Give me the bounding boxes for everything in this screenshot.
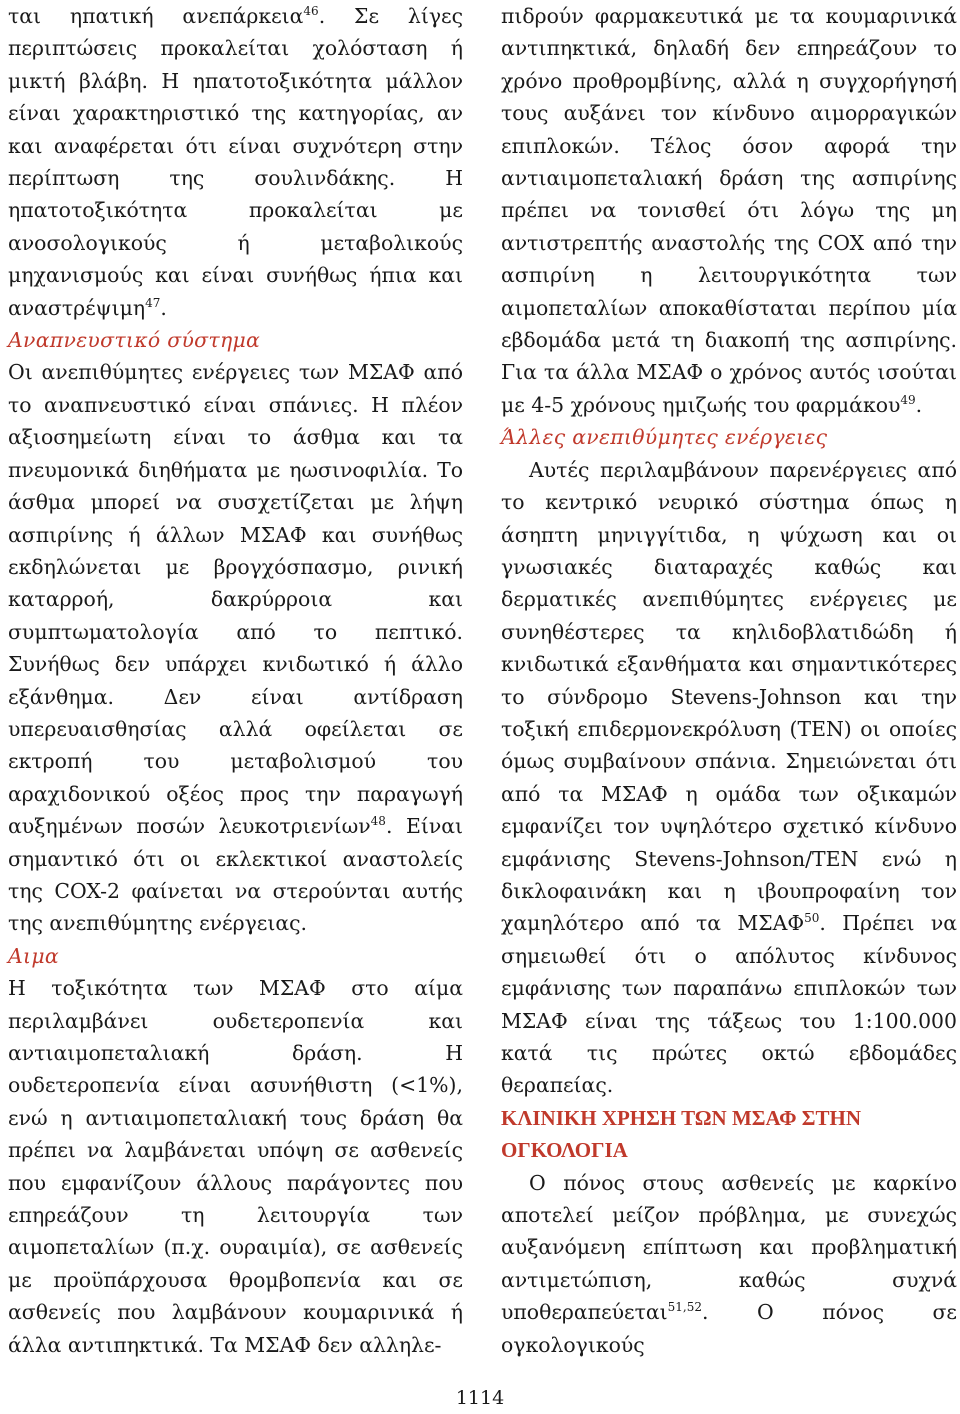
page-number: 1114 <box>455 1387 505 1409</box>
citation-ref: 50 <box>804 911 820 926</box>
section-heading-clinical-use: ΚΛΙΝΙΚΗ ΧΡΗΣΗ ΤΩΝ ΜΣΑΦ ΣΤΗΝ ΟΓΚΟΛΟΓΙΑ <box>501 1105 862 1163</box>
paragraph-cancer-pain: Ο πόνος στους ασθενείς με καρκίνο αποτελεί μείζον πρόβλημα, με συνεχώς αυξανόμενη επίπτωση και προβληματική αντιμετώπιση, καθώς συχνά υποθεραπεύεται$^{51,52}$. Ο πόνος σε ογκολογικούς <box>501 1170 957 1357</box>
section-heading-other-effects: Άλλες ανεπιθύμητες ενέργειες <box>501 425 828 450</box>
paragraph-anticoagulants: πιδρούν φαρμακευτικά με τα κουμαρινικά αντιπηκτικά, δηλαδή δεν επηρεάζουν το χρόνο προθρομβίνης, αλλά η συγχορήγησή τους αυξάνει τον κίνδυνο αιμορραγικών επιπλοκών. Τέλος όσον αφορά την αντιαιμοπεταλιακή δράση της ασπιρίνης πρέπει να τονισθεί ότι λόγω της μη αντιστρεπτής αναστολής της COX από την ασπιρίνη η λειτουργικότητα των αιμοπεταλίων αποκαθίσταται περίπου μία εβδομάδα μετά τη διακοπή της ασπιρίνης. Για τα άλλα ΜΣΑΦ ο χρόνος αυτός ισούται με 4-5 χρόνους ημιζωής του φαρμάκου$^{49}$. <box>501 4 957 417</box>
paragraph-respiratory: Οι ανεπιθύμητες ενέργειες των ΜΣΑΦ από το αναπνευστικό είναι σπάνιες. Η πλέον αξιοσημείωτη είναι το άσθμα και τα πνευμονικά διηθήματα με ηωσινοφιλία. Το άσθμα μπορεί να συσχετίζεται με λήψη ασπιρίνης ή άλλων ΜΣΑΦ και συνήθως εκδηλώνεται με βρογχόσπασμο, ρινική καταρροή, δακρύρροια και συμπτωματολογία από το πεπτικό. Συνήθως δεν υπάρχει κνιδωτικό ή άλλο εξάνθημα. Δεν είναι αντίδραση υπερευαισθησίας αλλά οφείλεται σε εκτροπή του μεταβολισμού του αραχιδονικού οξέος προς την παραγωγή αυξημένων ποσών λευκοτριενίων$^{48}$. Είναι σημαντικό ότι οι εκλεκτικοί αναστολείς της COX-2 φαίνεται να στερούνται αυτής της ανεπιθύμητης ενέργειας. <box>8 360 463 936</box>
left-column <box>8 0 463 1361</box>
paragraph-blood: Η τοξικότητα των ΜΣΑΦ στο αίμα περιλαμβάνει ουδετεροπενία και αντιαιμοπεταλιακή δράση. Η ουδετεροπενία είναι ασυνήθιστη (<1%), ενώ η αντιαιμοπεταλιακή τους δράση θα πρέπει να λαμβάνεται υπόψη σε ασθενείς που εμφανίζουν άλλους παράγοντες που επηρεάζουν τη λειτουργία των αιμοπεταλίων (π.χ. ουραιμία), σε ασθενείς με προϋπάρχουσα θρομβοπενία και σε ασθενείς που λαμβάνουν κουμαρινικά ή άλλα αντιπηκτικά. Τα ΜΣΑΦ δεν αλληλε- <box>8 976 463 1357</box>
citation-ref: 51,52 <box>667 1300 702 1315</box>
citation-ref: 47 <box>145 295 161 310</box>
paragraph-other-effects: Αυτές περιλαμβάνουν παρενέργειες από το κεντρικό νευρικό σύστημα όπως η άσηπτη μηνιγγίτιδα, η ψύχωση και οι γνωσιακές διαταραχές καθώς και δερματικές ανεπιθύμητες ενέργειες με συνηθέστερες τα κηλιδοβλατιδώδη ή κνιδωτικά εξανθήματα και σημαντικότερες το σύνδρομο Stevens-Johnson και την τοξική επιδερμονεκρόλυση (TEN) οι οποίες όμως συμβαίνουν σπάνια. Σημειώνεται ότι από τα ΜΣΑΦ η ομάδα των οξικαμών εμφανίζει τον υψηλότερο σχετικό κίνδυνο εμφάνισης Stevens-Johnson/TEN ενώ η δικλοφαινάκη και η ιβουπροφαίνη τον χαμηλότερο από τα ΜΣΑΦ$^{50}$. Πρέπει να σημειωθεί ότι ο απόλυτος κίνδυνος εμφάνισης των παραπάνω επιπλοκών των ΜΣΑΦ είναι της τάξεως του 1:100.000 κατά τις πρώτες οκτώ εβδομάδες θεραπείας. <box>501 457 957 1098</box>
citation-ref: 49 <box>900 393 916 408</box>
right-column <box>501 0 957 1361</box>
citation-ref: 48 <box>370 814 386 829</box>
section-heading-respiratory: Αναπνευστικό σύστημα <box>8 328 261 353</box>
section-heading-blood: Αιμα <box>8 943 59 968</box>
citation-ref: 46 <box>303 4 319 19</box>
paragraph-hepatotoxicity: ται ηπατική ανεπάρκεια$^{46}$. Σε λίγες περιπτώσεις προκαλείται χολόσταση ή μικτή βλάβη. Η ηπατοτοξικότητα μάλλον είναι χαρακτηριστικό της κατηγορίας, αν και αναφέρεται ότι είναι συχνότερη στην περίπτωση της σουλινδάκης. Η ηπατοτοξικότητα προκαλείται με ανοσολογικούς ή μεταβολικούς μηχανισμούς και είναι συνήθως ήπια και αναστρέψιμη$^{47}$. <box>8 4 464 320</box>
